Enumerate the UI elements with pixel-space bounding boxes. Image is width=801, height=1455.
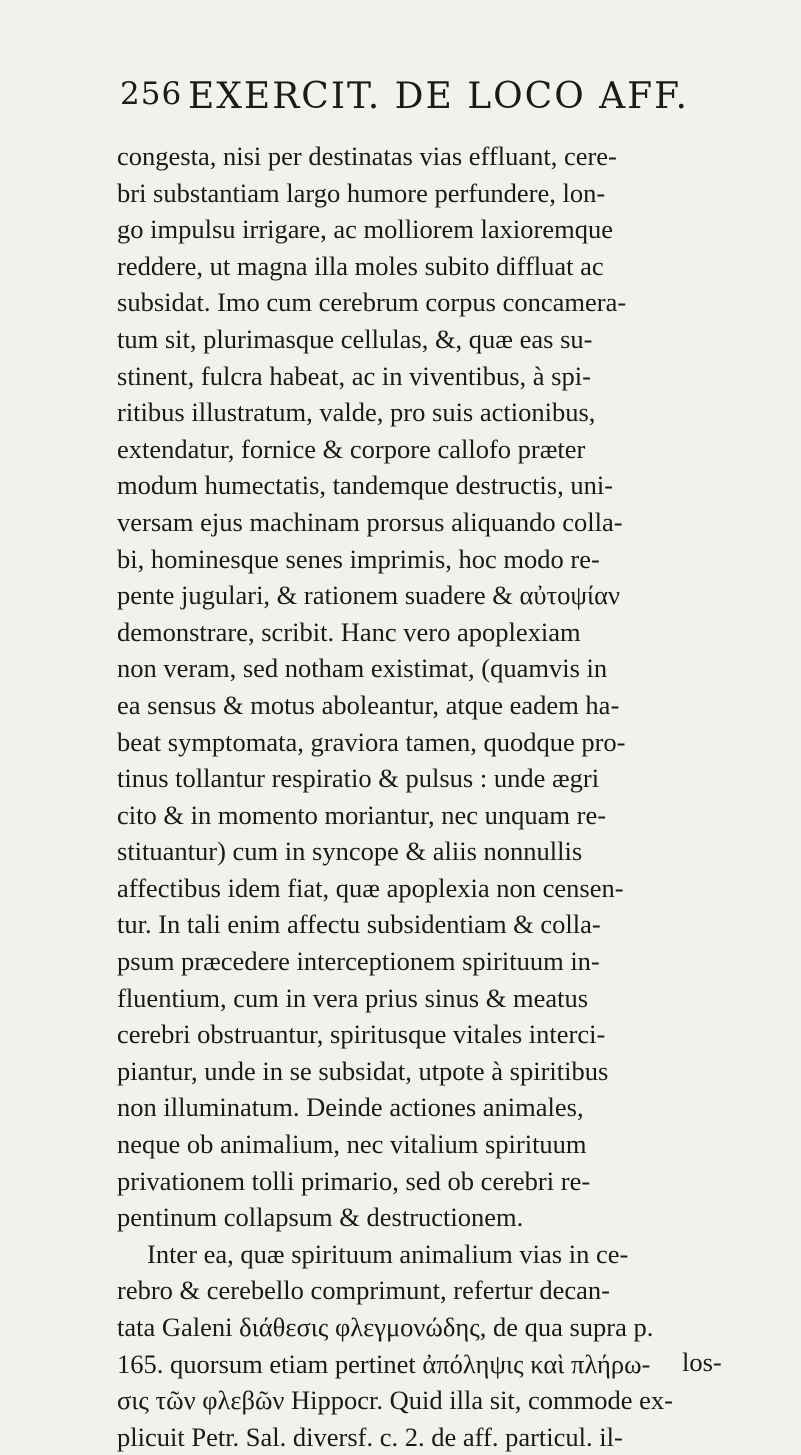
text-line: σις τῶν φλεβῶν Hippocr. Quid illa sit, commode ex- (117, 1385, 674, 1416)
text-line: tinus tollantur respiratio & pulsus : unde ægri (117, 763, 600, 794)
text-line: ritibus illustratum, valde, pro suis actionibus, (117, 397, 596, 428)
text-line: pentinum collapsum & destructionem. (117, 1202, 524, 1233)
text-line: Inter ea, quæ spirituum animalium vias in ce- (147, 1238, 629, 1269)
text-line: fluentium, cum in vera prius sinus & meatus (117, 982, 589, 1013)
text-line: ea sensus & motus aboleantur, atque eadem ha- (117, 689, 620, 720)
text-line: demonstrare, scribit. Hanc vero apoplexiam (117, 616, 581, 647)
text-line: modum humectatis, tandemque destructis, uni- (117, 470, 614, 501)
text-line: go impulsu irrigare, ac molliorem laxioremque (117, 214, 613, 245)
text-line: stinent, fulcra habeat, ac in viventibus, à spi- (117, 360, 591, 391)
body-text (117, 138, 767, 1455)
text-line: beat symptomata, graviora tamen, quodque pro- (117, 726, 626, 757)
text-line: non illuminatum. Deinde actiones animales, (117, 1092, 584, 1123)
text-line: stituantur) cum in syncope & aliis nonnullis (117, 836, 583, 867)
text-line: tum sit, plurimasque cellulas, &, quæ eas su- (117, 323, 593, 354)
text-line: affectibus idem fiat, quæ apoplexia non censen- (117, 872, 624, 903)
text-line: pente jugulari, & rationem suadere & αὐτοψίαν (117, 580, 621, 611)
text-line: cerebri obstruantur, spiritusque vitales interci- (117, 1019, 606, 1050)
text-line: plicuit Petr. Sal. diversf. c. 2. de aff. particul. il- (117, 1421, 623, 1452)
text-line: non veram, sed notham existimat, (quamvis in (117, 653, 608, 684)
running-title: EXERCIT. DE LOCO AFF. (188, 76, 689, 117)
catchword: los- (682, 1347, 722, 1377)
text-line: tata Galeni διάθεσις φλεγμονώδης, de qua supra p. (117, 1312, 654, 1342)
text-line: extendatur, fornice & corpore callofo præter (117, 433, 586, 464)
text-line: piantur, unde in se subsidat, utpote à spiritibus (117, 1055, 609, 1086)
text-line: bi, hominesque senes imprimis, hoc modo re- (117, 543, 600, 574)
text-line: 165. quorsum etiam pertinet ἀπόληψις καὶ πλήρω- (117, 1348, 651, 1379)
text-line: bri substantiam largo humore perfundere, lon- (117, 177, 606, 208)
text-line: congesta, nisi per destinatas vias effluant, cere- (117, 141, 617, 171)
text-line: rebro & cerebello comprimunt, refertur decan- (117, 1275, 610, 1306)
text-line: neque ob animalium, nec vitalium spirituum (117, 1129, 587, 1160)
text-line: reddere, ut magna illa moles subito diffluat ac (117, 250, 604, 281)
text-line: cito & in momento moriantur, nec unquam re- (117, 799, 607, 830)
page-header (120, 76, 760, 126)
text-line: versam ejus machinam prorsus aliquando colla- (117, 506, 623, 537)
text-line: psum præcedere interceptionem spirituum in- (117, 946, 600, 977)
text-line: subsidat. Imo cum cerebrum corpus concamera- (117, 287, 627, 318)
page-number: 256 (120, 76, 183, 112)
text-line: tur. In tali enim affectu subsidentiam & colla- (117, 909, 601, 940)
text-line: privationem tolli primario, sed ob cerebri re- (117, 1165, 591, 1196)
